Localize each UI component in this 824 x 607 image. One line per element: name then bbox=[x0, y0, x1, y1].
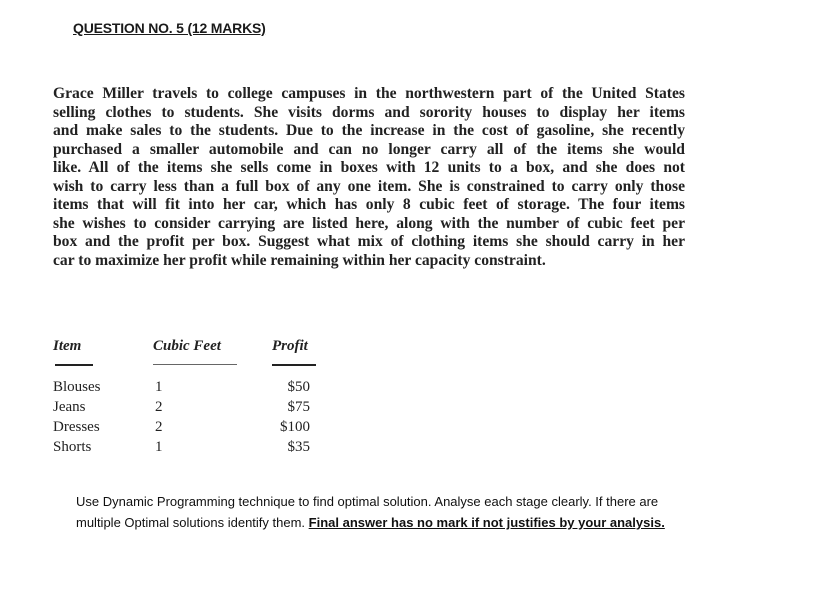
profit-column bbox=[262, 377, 310, 457]
problem-line: purchased a smaller automobile and can no longer carry all of the items she would bbox=[53, 140, 685, 158]
header-underline bbox=[55, 364, 93, 366]
header-item: Item bbox=[53, 338, 82, 354]
item-column bbox=[53, 377, 101, 457]
table-cell-profit: $75 bbox=[287, 399, 310, 415]
problem-line: selling clothes to students. She visits dorms and sorority houses to display her items bbox=[53, 103, 685, 121]
problem-line: and make sales to the students. Due to the increase in the cost of gasoline, she recently bbox=[53, 122, 685, 139]
instruction-emphasis: Final answer has no mark if not justifies by your analysis. bbox=[308, 515, 665, 530]
problem-line: car to maximize her profit while remaining within her capacity constraint. bbox=[53, 251, 546, 269]
question-heading: QUESTION NO. 5 (12 MARKS) bbox=[73, 20, 266, 36]
header-underline bbox=[272, 364, 316, 366]
problem-line: items that will fit into her car, which has only 8 cubic feet of storage. The four items bbox=[53, 196, 685, 213]
cubic-feet-column bbox=[155, 377, 163, 457]
table-cell-cubic-feet: 1 bbox=[155, 379, 163, 395]
instruction-line: Use Dynamic Programming technique to find optimal solution. Analyse each stage clearly. If there are bbox=[76, 494, 659, 509]
header-profit: Profit bbox=[272, 338, 308, 354]
problem-statement bbox=[53, 85, 685, 270]
problem-line: wish to carry less than a full box of any one item. She is constrained to carry only those bbox=[53, 177, 685, 195]
table-cell-item: Jeans bbox=[53, 399, 86, 415]
problem-line: like. All of the items she sells come in boxes with 12 units to a box, and she does not bbox=[53, 159, 685, 176]
table-cell-cubic-feet: 2 bbox=[155, 399, 163, 415]
instruction-line bbox=[76, 512, 776, 533]
problem-line: she wishes to consider carrying are listed here, along with the number of cubic feet per bbox=[53, 214, 685, 232]
table-cell-item: Shorts bbox=[53, 439, 92, 455]
instruction-text: multiple Optimal solutions identify them. bbox=[76, 515, 309, 530]
table-cell-item: Dresses bbox=[53, 419, 100, 435]
table-cell-profit: $35 bbox=[287, 439, 310, 455]
table-cell-cubic-feet: 2 bbox=[155, 419, 163, 435]
table-cell-cubic-feet: 1 bbox=[155, 439, 163, 455]
problem-line: box and the profit per box. Suggest what mix of clothing items she should carry in her bbox=[53, 233, 685, 250]
table-cell-profit: $50 bbox=[287, 379, 310, 395]
header-underline bbox=[153, 364, 237, 365]
table-cell-item: Blouses bbox=[53, 379, 101, 395]
problem-line: Grace Miller travels to college campuses in the northwestern part of the United States bbox=[53, 85, 685, 102]
header-cubic-feet: Cubic Feet bbox=[153, 338, 221, 354]
instructions bbox=[76, 491, 776, 533]
table-cell-profit: $100 bbox=[280, 419, 310, 435]
